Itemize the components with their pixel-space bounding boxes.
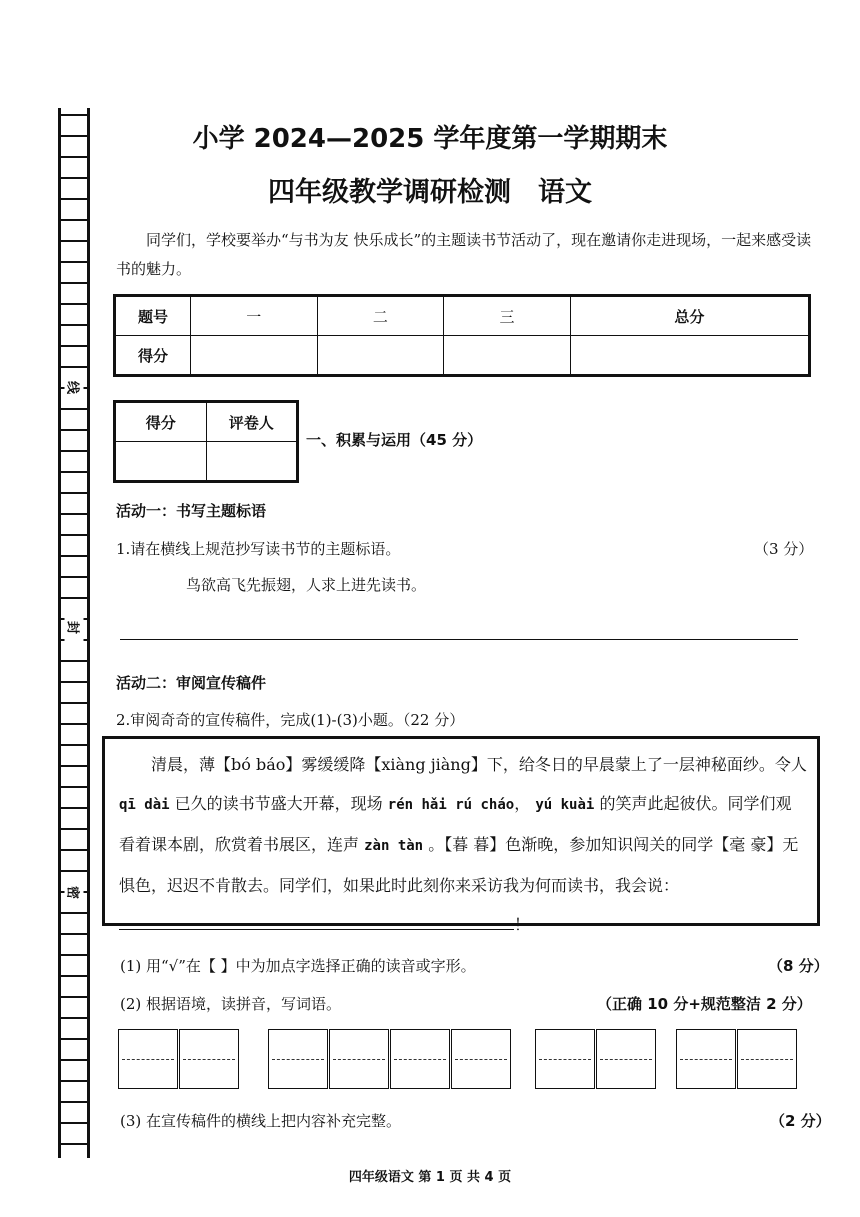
pinyin-zantan: zàn tàn bbox=[364, 838, 424, 854]
question-1: 1.请在横线上规范抄写读书节的主题标语。 bbox=[116, 540, 401, 558]
writing-cell[interactable] bbox=[676, 1029, 736, 1089]
table-row bbox=[115, 402, 298, 442]
grader-score-label: 得分 bbox=[115, 402, 207, 442]
header-question-no: 题号 bbox=[115, 296, 191, 336]
exam-title: 小学 2024—2025 学年度第一学期期末 bbox=[192, 124, 668, 154]
binding-rung bbox=[61, 723, 87, 725]
binding-rung bbox=[61, 114, 87, 116]
subquestion-3-points: （2 分） bbox=[770, 1112, 831, 1130]
binding-rung bbox=[61, 219, 87, 221]
binding-rung bbox=[61, 471, 87, 473]
grader-name-label: 评卷人 bbox=[206, 402, 298, 442]
writing-cell[interactable] bbox=[118, 1029, 178, 1089]
binding-rung bbox=[61, 261, 87, 263]
binding-rung bbox=[61, 156, 87, 158]
answer-line[interactable] bbox=[120, 639, 798, 640]
binding-rung bbox=[61, 1017, 87, 1019]
grader-score-cell[interactable] bbox=[115, 442, 207, 482]
exam-subtitle: 四年级教学调研检测 语文 bbox=[268, 177, 592, 208]
pinyin-qidai: qī dài bbox=[119, 797, 170, 813]
binding-rung bbox=[61, 1101, 87, 1103]
binding-rung bbox=[61, 1143, 87, 1145]
score-row-label: 得分 bbox=[115, 336, 191, 376]
binding-rung bbox=[61, 576, 87, 578]
binding-rung bbox=[61, 1038, 87, 1040]
binding-rung bbox=[61, 408, 87, 410]
subquestion-3: (3) 在宣传稿件的横线上把内容补充完整。 bbox=[120, 1112, 402, 1130]
question-1-points: （3 分） bbox=[754, 540, 814, 558]
binding-rung bbox=[61, 513, 87, 515]
binding-rung bbox=[61, 282, 87, 284]
binding-rung bbox=[61, 912, 87, 914]
binding-rung bbox=[61, 786, 87, 788]
subquestion-2: (2) 根据语境，读拼音，写词语。 bbox=[120, 995, 342, 1013]
subquestion-1-points: （8 分） bbox=[768, 957, 829, 975]
binding-rung bbox=[61, 597, 87, 599]
passage-part: 清晨，薄【bó báo】雾缓缓降【xiàng jiàng】下，给冬日的早晨蒙上了一层神秘面纱。令人 bbox=[151, 755, 807, 774]
writing-cell[interactable] bbox=[268, 1029, 328, 1089]
activity-1-title: 活动一：书写主题标语 bbox=[116, 502, 267, 520]
page-footer: 四年级语文 第 1 页 共 4 页 bbox=[348, 1170, 512, 1185]
binding-label-secret: 密 bbox=[65, 878, 84, 908]
binding-rung bbox=[61, 240, 87, 242]
binding-margin bbox=[58, 108, 90, 1158]
table-row bbox=[115, 442, 298, 482]
binding-rung bbox=[61, 324, 87, 326]
writing-grid-4 bbox=[676, 1029, 798, 1091]
header-total: 总分 bbox=[570, 296, 809, 336]
writing-cell[interactable] bbox=[535, 1029, 595, 1089]
writing-cell[interactable] bbox=[329, 1029, 389, 1089]
writing-cell[interactable] bbox=[179, 1029, 239, 1089]
question-2: 2.审阅奇奇的宣传稿件，完成(1)-(3)小题。（22 分） bbox=[116, 711, 465, 729]
writing-grid-1 bbox=[118, 1029, 240, 1091]
passage-answer-line[interactable] bbox=[119, 907, 514, 930]
pinyin-yukuai: yú kuài bbox=[535, 797, 595, 813]
writing-grid-2 bbox=[268, 1029, 512, 1091]
binding-rung bbox=[61, 828, 87, 830]
binding-rung bbox=[61, 1122, 87, 1124]
binding-rung bbox=[61, 366, 87, 368]
binding-rung bbox=[61, 954, 87, 956]
writing-cell[interactable] bbox=[596, 1029, 656, 1089]
binding-label-seal: 封 bbox=[65, 613, 84, 643]
header-part-2: 二 bbox=[317, 296, 444, 336]
binding-rung bbox=[61, 807, 87, 809]
binding-rung bbox=[61, 303, 87, 305]
section-1-title: 一、积累与运用（45 分） bbox=[306, 431, 483, 449]
slogan-text: 鸟欲高飞先振翅，人求上进先读书。 bbox=[186, 576, 427, 594]
binding-rung bbox=[61, 534, 87, 536]
writing-cell[interactable] bbox=[737, 1029, 797, 1089]
subquestion-1: (1) 用“√”在【 】中为加点字选择正确的读音或字形。 bbox=[120, 957, 476, 975]
binding-rung bbox=[61, 492, 87, 494]
writing-cell[interactable] bbox=[390, 1029, 450, 1089]
score-cell-3[interactable] bbox=[444, 336, 571, 376]
grader-table bbox=[113, 400, 299, 483]
binding-rung bbox=[61, 660, 87, 662]
activity-2-title: 活动二：审阅宣传稿件 bbox=[116, 674, 267, 692]
passage-part: ， bbox=[514, 794, 531, 813]
binding-rung bbox=[61, 975, 87, 977]
binding-rung bbox=[61, 681, 87, 683]
binding-rung bbox=[61, 744, 87, 746]
binding-rung bbox=[61, 345, 87, 347]
binding-rung bbox=[61, 702, 87, 704]
subquestion-2-points: （正确 10 分+规范整洁 2 分） bbox=[597, 995, 812, 1013]
writing-cell[interactable] bbox=[451, 1029, 511, 1089]
passage-text bbox=[105, 739, 817, 944]
header-part-3: 三 bbox=[444, 296, 571, 336]
table-row bbox=[115, 296, 810, 336]
binding-rung bbox=[61, 765, 87, 767]
binding-rung bbox=[61, 450, 87, 452]
binding-rung bbox=[61, 1080, 87, 1082]
passage-end-mark: ！ bbox=[514, 915, 531, 934]
table-row bbox=[115, 336, 810, 376]
passage-part: 。【暮 暮】色渐晚，参加知识闯关的同学【毫 豪】无惧色，迟迟不肯散去。同学们，如果此时此刻你来采访我为何而读书，我会说： bbox=[119, 835, 799, 895]
writing-grid-3 bbox=[535, 1029, 657, 1091]
passage-part: 已久的读书节盛大开幕，现场 bbox=[174, 794, 383, 813]
binding-rung bbox=[61, 870, 87, 872]
pinyin-renhairuchao: rén hǎi rú cháo bbox=[387, 797, 515, 813]
binding-rung bbox=[61, 429, 87, 431]
binding-label-line: 线 bbox=[65, 373, 84, 403]
header-part-1: 一 bbox=[191, 296, 318, 336]
intro-paragraph: 同学们，学校要举办“与书为友 快乐成长”的主题读书节活动了，现在邀请你走进现场，一起来感受读书的魅力。 bbox=[116, 231, 812, 278]
grader-name-cell[interactable] bbox=[206, 442, 298, 482]
binding-rung bbox=[61, 849, 87, 851]
binding-rung bbox=[61, 555, 87, 557]
binding-rung bbox=[61, 996, 87, 998]
passage-box bbox=[102, 736, 820, 934]
binding-rung bbox=[61, 933, 87, 935]
passage-part: 的笑声此起彼伏。同学们观看着课本剧，欣赏着书展区，连声 bbox=[119, 794, 792, 854]
score-cell-1[interactable] bbox=[191, 336, 318, 376]
score-table bbox=[113, 294, 811, 377]
binding-rung bbox=[61, 1059, 87, 1061]
score-cell-2[interactable] bbox=[317, 336, 444, 376]
score-cell-total[interactable] bbox=[570, 336, 809, 376]
